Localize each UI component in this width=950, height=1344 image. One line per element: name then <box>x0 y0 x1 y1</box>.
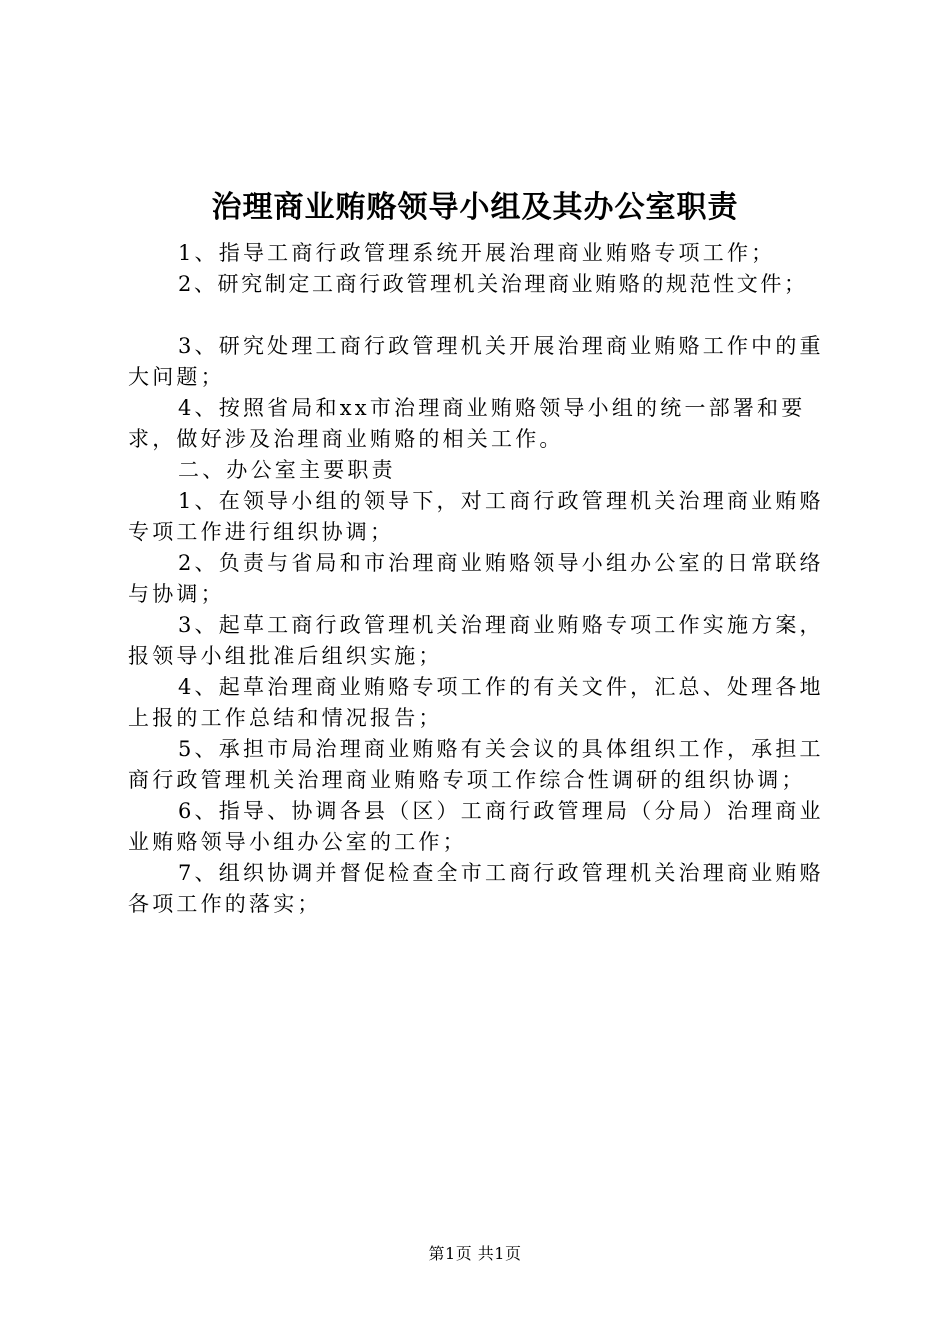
paragraph-gap <box>128 300 834 331</box>
paragraph-office-4: 4、起草治理商业贿赂专项工作的有关文件，汇总、处理各地上报的工作总结和情况报告； <box>128 675 824 730</box>
paragraph-4: 4、按照省局和xx市治理商业贿赂领导小组的统一部署和要求，做好涉及治理商业贿赂的相关工作。 <box>128 396 806 451</box>
paragraph-3: 3、研究处理工商行政管理机关开展治理商业贿赂工作中的重大问题； <box>128 334 824 389</box>
paragraph-office-3: 3、起草工商行政管理机关治理商业贿赂专项工作实施方案，报领导小组批准后组织实施； <box>128 613 824 668</box>
page-number-footer: 第1页 共1页 <box>428 1244 522 1263</box>
paragraph-office-7: 7、组织协调并督促检查全市工商行政管理机关治理商业贿赂各项工作的落实； <box>128 861 824 916</box>
paragraph-office-5: 5、承担市局治理商业贿赂有关会议的具体组织工作，承担工商行政管理机关治理商业贿赂专项工作综合性调研的组织协调； <box>128 737 824 792</box>
section-heading-office-duties: 二、办公室主要职责 <box>178 458 396 482</box>
paragraph-1: 1、指导工商行政管理系统开展治理商业贿赂专项工作； <box>178 241 776 265</box>
document-body <box>128 238 834 920</box>
paragraph-office-2: 2、负责与省局和市治理商业贿赂领导小组办公室的日常联络与协调； <box>128 551 824 606</box>
paragraph-office-6: 6、指导、协调各县（区）工商行政管理局（分局）治理商业业贿赂领导小组办公室的工作； <box>128 799 824 854</box>
document-title: 治理商业贿赂领导小组及其办公室职责 <box>211 190 739 225</box>
paragraph-2: 2、研究制定工商行政管理机关治理商业贿赂的规范性文件； <box>178 272 808 296</box>
paragraph-office-1: 1、在领导小组的领导下，对工商行政管理机关治理商业贿赂专项工作进行组织协调； <box>128 489 824 544</box>
